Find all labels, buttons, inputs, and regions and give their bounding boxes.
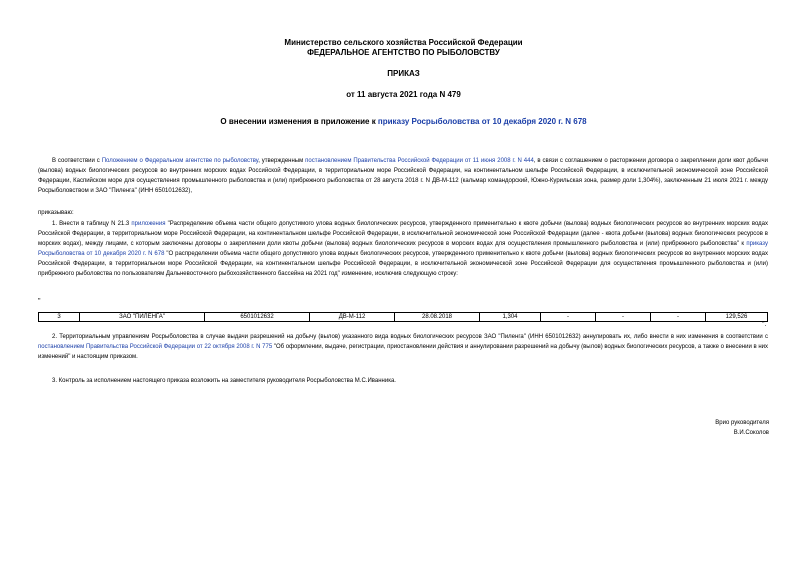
- open-quote: ": [38, 298, 41, 305]
- cell-company: ЗАО "ПИЛЕНГА": [80, 313, 205, 322]
- cell-dash-1: -: [541, 313, 596, 322]
- order-word: приказываю:: [38, 210, 74, 216]
- intro-text-2: , утвержденным: [258, 158, 306, 164]
- title-order-link[interactable]: приказу Росрыболовства от 10 декабря 2020 г. N 678: [377, 117, 587, 126]
- cell-dash-2: -: [596, 313, 651, 322]
- intro-text-1: В соответствии с: [52, 158, 102, 164]
- cell-contract-date: 28.08.2018: [395, 313, 480, 322]
- signature-block: [715, 418, 769, 438]
- signer-name: В.И.Соколов: [733, 430, 769, 436]
- agency-heading: ФЕДЕРАЛЬНОЕ АГЕНТСТВО ПО РЫБОЛОВСТВУ: [307, 48, 500, 57]
- doc-date: от 11 августа 2021 года N 479: [346, 90, 461, 99]
- intro-paragraph: [38, 156, 768, 196]
- regulation-link[interactable]: Положением о Федеральном агентстве по рыболовству: [101, 158, 259, 164]
- doc-title-text: О внесении изменения в приложение к: [220, 117, 378, 126]
- item-1-text-2: "Распределение объема части общего допустимого улова водных биологических ресурсов, утвержденного применительно к квоте добычи (вылова) водных биологических ресурсов во внутренних морских водах Российской Федерации, в территориальном море Российской Федерации, на континентальном шельфе Российской Федерации, в исключительной экономической зоне Российской Федерации (далее - квота добычи (вылова) водных биологических ресурсов в морских водах), между лицами, с которым заключены договоры о закреплении доли квоты добычи (вылова) водных биологических ресурсов в морских водах для осуществления промышленного рыболовства и (или) прибрежного рыболовства" к: [38, 221, 768, 247]
- item-1-paragraph: [38, 219, 768, 279]
- doc-title: [0, 117, 807, 126]
- doc-type-heading: ПРИКАЗ: [387, 69, 420, 78]
- item-2-text-2: "Об оформлении, выдаче, регистрации, приостановлении действия и аннулировании разрешений на добычу (вылов) водных биологических ресурсов, а также о внесении в них изменений" и настоящим приказом.: [38, 344, 768, 360]
- ministry-heading: Министерство сельского хозяйства Российской Федерации: [284, 38, 523, 47]
- appendix-link[interactable]: приложения: [131, 221, 166, 227]
- removed-row-table: [38, 312, 768, 322]
- table-row: [39, 313, 768, 322]
- signer-position: Врио руководителя: [715, 420, 769, 426]
- cell-number: 3: [39, 313, 80, 322]
- item-3-paragraph: [38, 376, 768, 386]
- cell-inn: 6501012632: [205, 313, 310, 322]
- cell-volume: 129,526: [706, 313, 768, 322]
- order-678-link[interactable]: приказу Росрыболовства от 10 декабря 2020 г. N 678: [38, 241, 768, 257]
- item-1-text-3: "О распределении объема части общего допустимого улова водных биологических ресурсов, утвержденного применительно к квоте добычи (вылова) водных биологических ресурсов во внутренних морских водах Российской Федерации, в территориальном море Российской Федерации, на континентальном шельфе Российской Федерации, в исключительной экономической зоне Российской Федерации для осуществления промышленного рыболовства и (или) прибрежного рыболовства по пользователям Дальневосточного рыбохозяйственного бассейна на 2021 год" изменение, исключив следующую строку:: [38, 251, 769, 277]
- intro-text-3: , в связи с соглашением о расторжении договора о закреплении доли квот добычи (вылова) водных биологических ресурсов во внутренних морских водах Российской Федерации, в территориальном море Российской Федерации, на континентальном шельфе Российской Федерации, в исключительной экономической зоне Российской Федерации, Каспийском море для осуществления промышленного рыболовства и (или) прибрежного рыболовства от 28 августа 2018 г. N ДВ-М-112 (кальмар командорский, Южно-Курильская зона, размер доли 1,304%), заключенным 21 июля 2021 г. между Росрыболовством и ЗАО "Пиленга" (ИНН 6501012632),: [38, 158, 768, 194]
- item-2-text-1: 2. Территориальным управлениям Росрыболовства в случае выдачи разрешений на добычу (вылов) указанного вида водных биологических ресурсов ЗАО "Пиленга" (ИНН 6501012632) аннулировать их, либо внести в них изменения в соответствии с: [52, 334, 768, 340]
- cell-contract-number: ДВ-М-112: [310, 313, 395, 322]
- close-quote: ".: [762, 321, 767, 328]
- item-1-text-1: 1. Внести в таблицу N 21.3: [52, 221, 132, 227]
- decree-444-link[interactable]: постановлением Правительства Российской Федерации от 11 июня 2008 г. N 444: [305, 158, 534, 164]
- item-2-paragraph: [38, 332, 768, 362]
- item-3-text: 3. Контроль за исполнением настоящего приказа возложить на заместителя руководителя Росрыболовства М.С.Иванника.: [52, 378, 396, 384]
- decree-775-link[interactable]: постановлением Правительства Российской Федерации от 22 октября 2008 г. N 775: [38, 344, 273, 350]
- cell-dash-3: -: [651, 313, 706, 322]
- cell-share: 1,304: [480, 313, 541, 322]
